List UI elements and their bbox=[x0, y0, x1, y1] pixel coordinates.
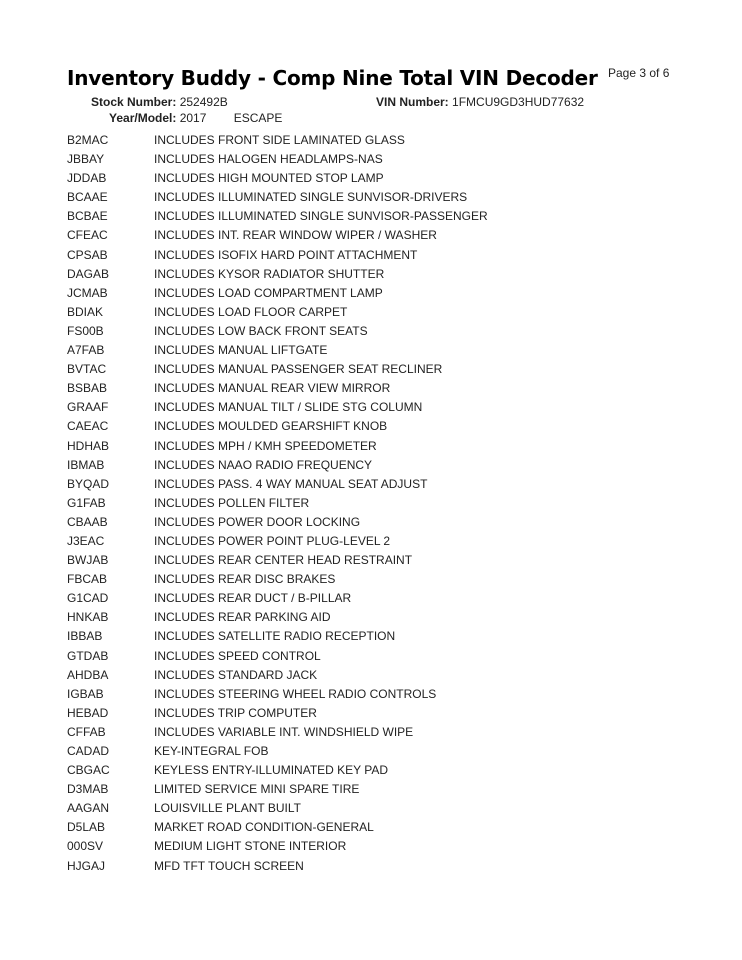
vin-number-value: 1FMCU9GD3HUD77632 bbox=[452, 95, 585, 109]
option-code: JBBAY bbox=[67, 152, 105, 167]
document-title: Inventory Buddy - Comp Nine Total VIN Decoder bbox=[67, 66, 598, 90]
option-code: BCBAE bbox=[67, 209, 108, 224]
option-description: INCLUDES MANUAL LIFTGATE bbox=[154, 343, 328, 358]
option-code: GTDAB bbox=[67, 648, 109, 663]
option-description: INCLUDES ILLUMINATED SINGLE SUNVISOR-DRIVERS bbox=[154, 190, 468, 205]
option-description: MEDIUM LIGHT STONE INTERIOR bbox=[154, 839, 347, 854]
option-description: KEY-INTEGRAL FOB bbox=[154, 744, 269, 758]
option-description: INCLUDES INT. REAR WINDOW WIPER / WASHER bbox=[154, 228, 437, 243]
option-code: HEBAD bbox=[67, 705, 109, 720]
option-description: INCLUDES LOAD FLOOR CARPET bbox=[154, 304, 348, 319]
option-description: INCLUDES ISOFIX HARD POINT ATTACHMENT bbox=[154, 247, 418, 262]
option-code: HDHAB bbox=[67, 438, 110, 453]
stock-number-label: Stock Number: bbox=[91, 95, 177, 109]
option-description: INCLUDES HALOGEN HEADLAMPS-NAS bbox=[154, 152, 383, 167]
option-description: INCLUDES REAR PARKING AID bbox=[154, 610, 331, 625]
option-code: J3EAC bbox=[67, 533, 105, 548]
option-code: AHDBA bbox=[67, 667, 109, 682]
option-code: B2MAC bbox=[67, 133, 109, 147]
option-description: INCLUDES POWER DOOR LOCKING bbox=[154, 514, 361, 529]
option-code: FBCAB bbox=[67, 572, 108, 587]
option-description: INCLUDES ILLUMINATED SINGLE SUNVISOR-PASSENGER bbox=[154, 209, 488, 224]
option-code: CFEAC bbox=[67, 228, 108, 243]
option-code: BSBAB bbox=[67, 381, 108, 396]
option-code: CAEAC bbox=[67, 419, 109, 434]
option-code: AAGAN bbox=[67, 801, 110, 816]
option-description: INCLUDES TRIP COMPUTER bbox=[154, 705, 317, 720]
option-description: INCLUDES STANDARD JACK bbox=[154, 667, 318, 682]
option-code: JDDAB bbox=[67, 171, 107, 186]
option-code: A7FAB bbox=[67, 343, 105, 358]
option-code: BCAAE bbox=[67, 190, 108, 205]
option-description: INCLUDES HIGH MOUNTED STOP LAMP bbox=[154, 171, 384, 186]
option-description: LOUISVILLE PLANT BUILT bbox=[154, 801, 301, 816]
option-description: MARKET ROAD CONDITION-GENERAL bbox=[154, 820, 374, 835]
option-description: INCLUDES REAR CENTER HEAD RESTRAINT bbox=[154, 553, 413, 568]
option-code: DAGAB bbox=[67, 266, 110, 281]
option-code: IBBAB bbox=[67, 629, 103, 644]
option-description: INCLUDES LOW BACK FRONT SEATS bbox=[154, 323, 368, 338]
option-description: LIMITED SERVICE MINI SPARE TIRE bbox=[154, 782, 360, 797]
option-code: JCMAB bbox=[67, 285, 108, 300]
option-code: BWJAB bbox=[67, 553, 109, 568]
option-code: CADAD bbox=[67, 744, 110, 758]
option-code: BYQAD bbox=[67, 476, 110, 491]
vin-number bbox=[376, 95, 584, 109]
option-description: INCLUDES STEERING WHEEL RADIO CONTROLS bbox=[154, 686, 437, 701]
option-code: IBMAB bbox=[67, 457, 105, 472]
year-value: 2017 bbox=[179, 111, 207, 125]
stock-number-value: 252492B bbox=[179, 95, 228, 109]
option-code: FS00B bbox=[67, 323, 104, 338]
option-description: INCLUDES FRONT SIDE LAMINATED GLASS bbox=[154, 133, 405, 147]
option-description: INCLUDES MANUAL PASSENGER SEAT RECLINER bbox=[154, 362, 443, 377]
option-code: BVTAC bbox=[67, 362, 107, 377]
option-code: CBGAC bbox=[67, 763, 110, 778]
option-description: INCLUDES MPH / KMH SPEEDOMETER bbox=[154, 438, 377, 453]
option-code: CPSAB bbox=[67, 247, 108, 262]
option-description: INCLUDES MANUAL REAR VIEW MIRROR bbox=[154, 381, 391, 396]
option-code: BDIAK bbox=[67, 304, 104, 319]
vin-number-label: VIN Number: bbox=[376, 95, 449, 109]
option-description: INCLUDES KYSOR RADIATOR SHUTTER bbox=[154, 266, 385, 281]
option-description: INCLUDES LOAD COMPARTMENT LAMP bbox=[154, 285, 383, 300]
option-description: INCLUDES REAR DUCT / B-PILLAR bbox=[154, 591, 352, 606]
option-code: HNKAB bbox=[67, 610, 109, 625]
option-description: INCLUDES POWER POINT PLUG-LEVEL 2 bbox=[154, 533, 391, 548]
option-code: HJGAJ bbox=[67, 858, 106, 873]
option-description: KEYLESS ENTRY-ILLUMINATED KEY PAD bbox=[154, 763, 389, 778]
page-indicator: Page 3 of 6 bbox=[608, 66, 670, 80]
option-description: INCLUDES POLLEN FILTER bbox=[154, 495, 310, 510]
option-code: 000SV bbox=[67, 839, 104, 854]
option-code: D3MAB bbox=[67, 782, 109, 797]
option-description: INCLUDES SATELLITE RADIO RECEPTION bbox=[154, 629, 396, 644]
option-description: INCLUDES MOULDED GEARSHIFT KNOB bbox=[154, 419, 388, 434]
model-value: ESCAPE bbox=[233, 111, 283, 125]
option-description: INCLUDES PASS. 4 WAY MANUAL SEAT ADJUST bbox=[154, 476, 428, 491]
option-description: INCLUDES MANUAL TILT / SLIDE STG COLUMN bbox=[154, 400, 423, 415]
year-model-label: Year/Model: bbox=[109, 111, 177, 125]
option-description: INCLUDES VARIABLE INT. WINDSHIELD WIPE bbox=[154, 724, 414, 739]
option-code: G1FAB bbox=[67, 495, 106, 510]
option-code: G1CAD bbox=[67, 591, 109, 606]
option-description: INCLUDES NAAO RADIO FREQUENCY bbox=[154, 457, 373, 472]
option-code: IGBAB bbox=[67, 686, 104, 701]
option-description: MFD TFT TOUCH SCREEN bbox=[154, 858, 304, 873]
option-code: D5LAB bbox=[67, 820, 106, 835]
option-description: INCLUDES REAR DISC BRAKES bbox=[154, 572, 336, 587]
option-description: INCLUDES SPEED CONTROL bbox=[154, 648, 321, 663]
year-model bbox=[109, 111, 282, 125]
option-code: CBAAB bbox=[67, 514, 108, 529]
option-code: GRAAF bbox=[67, 400, 109, 415]
option-code: CFFAB bbox=[67, 724, 106, 739]
stock-number bbox=[91, 95, 228, 109]
